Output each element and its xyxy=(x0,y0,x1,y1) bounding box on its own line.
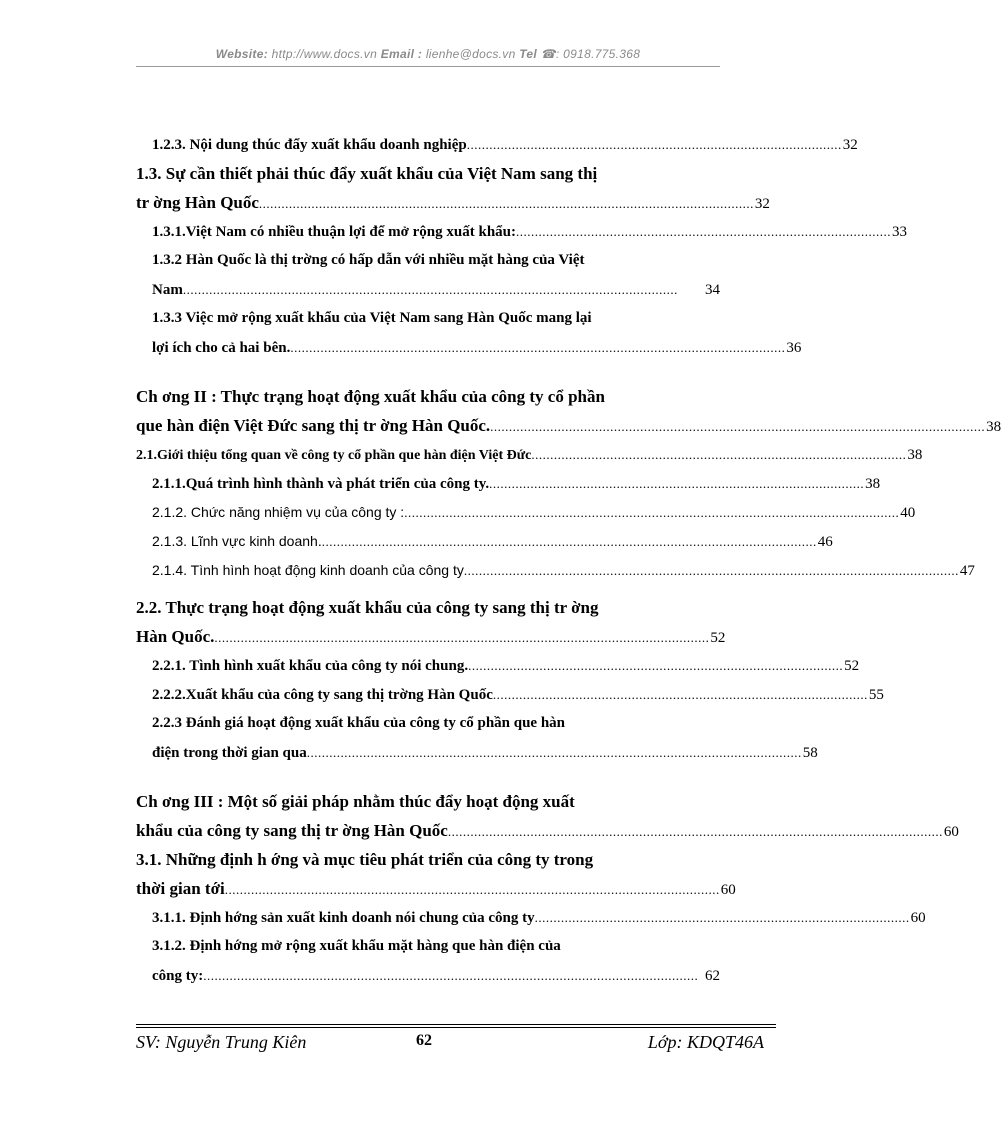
toc-entry-title: 1.2.3. Nội dung thúc đẩy xuất khẩu doanh nghiệp xyxy=(152,137,467,153)
toc-page-number: 52 xyxy=(710,630,726,646)
toc-leader: .................................................................................................... xyxy=(492,687,868,702)
toc-page-number: 60 xyxy=(720,882,736,898)
page-footer xyxy=(136,1032,776,1056)
toc-page-number: 62 xyxy=(705,968,720,984)
toc-entry xyxy=(136,246,720,304)
toc-leader: .................................................................................................................................... xyxy=(463,563,959,578)
footer-divider xyxy=(136,1027,776,1028)
toc-entry-title: 2.1.1.Quá trình hình thành và phát triển của công ty. xyxy=(152,476,490,492)
toc-entry-title: 2.1.Giới thiệu tổng quan về công ty cổ phần que hàn điện Việt Đức xyxy=(136,448,532,463)
toc-page-number: 32 xyxy=(842,137,858,153)
toc-entry-title-cont: tr ờng Hàn Quốc xyxy=(136,193,259,212)
toc-entry-title: 1.3.3 Việc mở rộng xuất khẩu của Việt Nam sang Hàn Quốc mang lại xyxy=(152,310,592,326)
toc-entry-title: 2.1.4. Tình hình hoạt động kinh doanh của công ty xyxy=(152,562,464,578)
email-label: Email : xyxy=(380,47,423,61)
toc-leader: .................................................................................................... xyxy=(489,476,865,491)
toc-leader: .................................................................................................................................... xyxy=(214,630,710,645)
toc-entry-title: 3.1.2. Định hớng mở rộng xuất khẩu mặt hàng que hàn điện của xyxy=(152,938,561,954)
toc-entry-title: 1.3.1.Việt Nam có nhiều thuận lợi để mở rộng xuất khẩu: xyxy=(152,224,517,240)
toc-entry-title: 2.1.2. Chức năng nhiệm vụ của công ty : xyxy=(152,504,405,520)
toc-page-number: 46 xyxy=(817,534,833,550)
toc-entry-title: 3.1. Những định h ớng và mục tiêu phát triển của công ty trong xyxy=(136,850,594,869)
toc-page-number: 60 xyxy=(943,824,959,840)
toc-leader: .................................................................................................... xyxy=(516,224,892,239)
toc-leader: .................................................................................................................................... xyxy=(490,419,986,434)
toc-entry xyxy=(136,593,726,651)
toc-page-number: 33 xyxy=(892,224,908,240)
toc-entry xyxy=(136,651,860,680)
student-name: SV: Nguyễn Trung Kiên xyxy=(136,1032,307,1052)
toc-entry-title: 3.1.1. Định hớng sản xuất kinh doanh nói chung của công ty xyxy=(152,910,535,926)
email-value: lienhe@docs.vn xyxy=(425,47,516,61)
toc-leader: .................................................................................................... xyxy=(468,658,844,673)
toc-entry-title-cont: công ty: xyxy=(152,968,204,984)
toc-entry-title-cont: khẩu của công ty sang thị tr ờng Hàn Quốc xyxy=(136,821,448,840)
toc-chapter-entry xyxy=(136,787,959,845)
toc-leader: .................................................................................................................................... xyxy=(321,534,817,549)
toc-leader: .................................................................................................................................... xyxy=(306,745,802,760)
toc-leader: .................................................................................................................................... xyxy=(224,882,720,897)
toc-page-number: 60 xyxy=(910,910,926,926)
toc-entry xyxy=(136,932,720,990)
phone-icon: ☎ xyxy=(540,47,556,61)
toc-entry-title: 2.2.2.Xuất khẩu của công ty sang thị trờng Hàn Quốc xyxy=(152,687,493,703)
toc-entry-title-cont: lợi ích cho cả hai bên. xyxy=(152,340,291,356)
toc-leader: .................................................................................................................................... xyxy=(290,340,786,355)
toc-leader: .................................................................................................... xyxy=(531,447,907,462)
toc-page-number: 55 xyxy=(868,687,884,703)
toc-entry xyxy=(136,130,858,159)
toc-chapter-entry xyxy=(136,382,1001,440)
page-number: 62 xyxy=(416,1032,432,1049)
toc-leader: .................................................................................................................................... xyxy=(447,824,943,839)
toc-page-number: 38 xyxy=(986,419,1001,435)
toc-entry-title: 2.2. Thực trạng hoạt động xuất khẩu của công ty sang thị tr ờng xyxy=(136,598,599,617)
website-value: http://www.docs.vn xyxy=(271,47,378,61)
toc-entry-title-cont: điện trong thời gian qua xyxy=(152,745,307,761)
toc-entry-title: 2.2.1. Tình hình xuất khẩu của công ty nói chung. xyxy=(152,658,469,674)
toc-entry-title: 1.3. Sự cần thiết phải thúc đẩy xuất khẩu của Việt Nam sang thị xyxy=(136,164,598,183)
toc-entry-title: Ch ơng III : Một số giải pháp nhằm thúc đẩy hoạt động xuất xyxy=(136,792,575,811)
toc-leader: .................................................................................................... xyxy=(466,137,842,152)
toc-page-number: 52 xyxy=(844,658,860,674)
toc-entry xyxy=(136,304,802,362)
toc-entry xyxy=(136,159,770,217)
toc-entry-title: 2.1.3. Lĩnh vực kinh doanh. xyxy=(152,533,322,549)
table-of-contents xyxy=(136,130,1001,990)
toc-page-number: 34 xyxy=(705,282,720,298)
toc-leader: .................................................................................................... xyxy=(534,910,910,925)
toc-leader: .................................................................................................................................... xyxy=(258,196,754,211)
header-divider xyxy=(136,66,720,67)
toc-leader: .................................................................................................................................... xyxy=(404,505,900,520)
website-label: Website: xyxy=(215,47,268,61)
toc-entry xyxy=(136,440,923,469)
toc-page-number: 36 xyxy=(786,340,802,356)
tel-value: : 0918.775.368 xyxy=(555,47,641,61)
toc-entry-title: 1.3.2 Hàn Quốc là thị trờng có hấp dẫn với nhiều mặt hàng của Việt xyxy=(152,252,585,268)
toc-entry-title-cont: que hàn điện Việt Đức sang thị tr ờng Hàn Quốc. xyxy=(136,416,491,435)
toc-entry xyxy=(136,469,881,498)
toc-page-number: 40 xyxy=(900,505,916,521)
toc-entry-title-cont: Nam xyxy=(152,282,183,298)
toc-entry xyxy=(136,217,908,246)
toc-page-number: 32 xyxy=(754,196,770,212)
toc-entry-title-cont: Hàn Quốc. xyxy=(136,627,215,646)
footer-divider xyxy=(136,1024,776,1025)
toc-page-number: 58 xyxy=(802,745,818,761)
toc-entry xyxy=(136,845,736,903)
toc-entry xyxy=(136,709,818,767)
toc-page-number: 38 xyxy=(865,476,881,492)
tel-label: Tel xyxy=(519,47,538,61)
toc-page-number: 47 xyxy=(959,563,975,579)
page-header xyxy=(136,47,720,61)
toc-leader: .................................................................................................................................... xyxy=(203,968,699,983)
toc-entry xyxy=(136,903,926,932)
toc-entry-title: Ch ơng II : Thực trạng hoạt động xuất khẩu của công ty cổ phần xyxy=(136,387,605,406)
toc-entry xyxy=(136,527,833,556)
toc-entry-title: 2.2.3 Đánh giá hoạt động xuất khẩu của công ty cổ phần que hàn xyxy=(152,715,566,731)
toc-page-number: 38 xyxy=(907,447,923,463)
class-name: Lớp: KDQT46A xyxy=(647,1032,764,1052)
toc-entry-title-cont: thời gian tới xyxy=(136,879,225,898)
toc-entry xyxy=(136,556,975,585)
toc-entry xyxy=(136,680,884,709)
toc-leader: .................................................................................................................................... xyxy=(182,282,678,297)
toc-entry xyxy=(136,498,916,527)
